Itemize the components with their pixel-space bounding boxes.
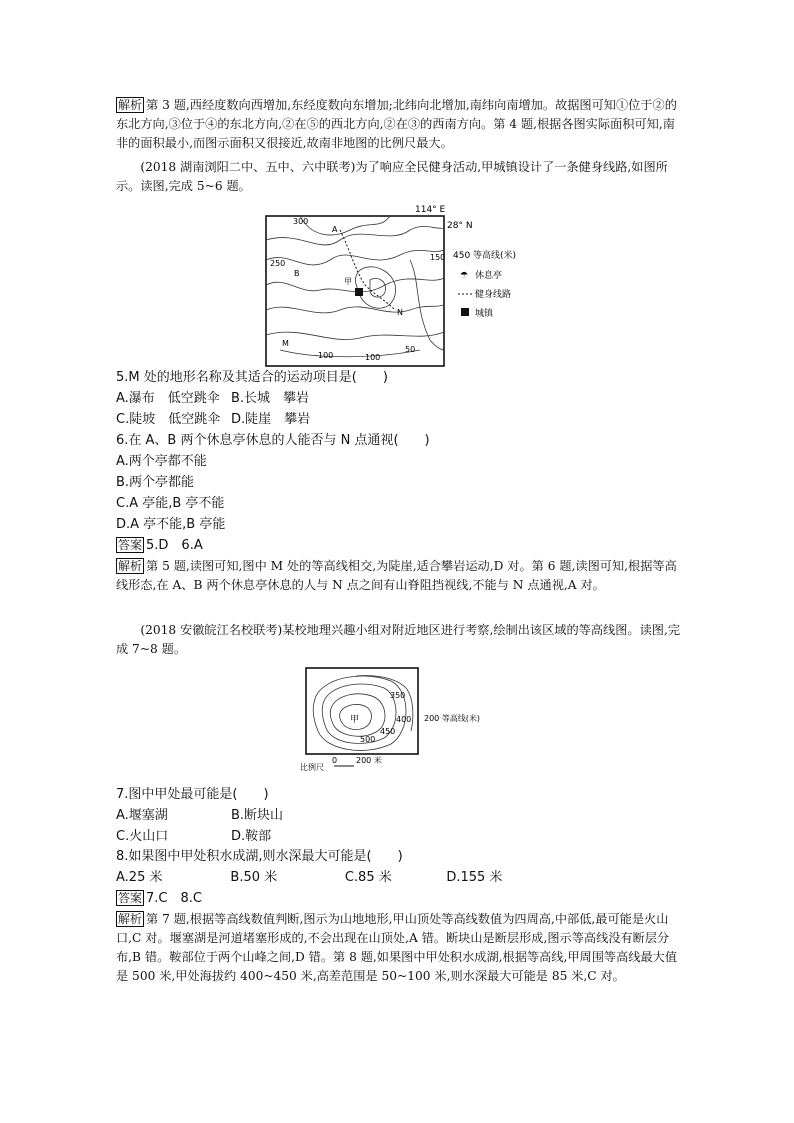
scale-zero: 0 (332, 756, 338, 765)
point-m-label: M (282, 339, 289, 348)
legend-pavilion: 休息亭 (475, 271, 503, 281)
explanation-label: 解析 (118, 912, 143, 926)
option-a: A.两个亭都不能 (116, 454, 207, 469)
option-c: C.火山口 (116, 829, 169, 844)
explanation-3-4 (116, 96, 682, 153)
answer-7-8 (116, 888, 682, 909)
explanation-label: 解析 (118, 98, 143, 112)
legend-contour: 200 等高线(米) (424, 714, 481, 723)
answer-text: 5.D 6.A (146, 538, 203, 553)
point-b-label: B (294, 269, 300, 278)
explanation-label: 解析 (118, 559, 143, 573)
contour-label: 500 (360, 735, 376, 744)
contour-label: 150 (430, 253, 446, 262)
contour-label: 450 (380, 727, 396, 736)
option-c: C.85 米 (344, 870, 392, 885)
explanation-5-6 (116, 557, 682, 595)
question-stem: 6.在 A、B 两个休息亭休息的人能否与 N 点通视( ) (116, 433, 430, 448)
option-a: A.堰塞湖 (116, 808, 168, 823)
contour-label: 100 (365, 353, 381, 362)
legend-route: 健身线路 (475, 290, 512, 300)
option-d: D.鞍部 (231, 829, 272, 844)
option-a: A.25 米 (116, 870, 163, 885)
option-b: B.长城 攀岩 (231, 391, 310, 406)
question-6 (116, 430, 682, 535)
contour-map-1 (260, 200, 550, 370)
legend-town: 城镇 (475, 309, 494, 319)
question-stem: 7.图中甲处最可能是( ) (116, 787, 269, 802)
contour-map-2 (296, 666, 526, 776)
option-c: C.陡坡 低空跳伞 (116, 412, 221, 427)
option-d: D.陡崖 攀岩 (231, 412, 311, 427)
pavilion-icon: ☂ (460, 271, 469, 281)
answer-label: 答案 (118, 891, 143, 905)
option-b: B.两个亭都能 (116, 475, 195, 490)
option-d: D.155 米 (446, 870, 503, 885)
option-c: C.A 亭能,B 亭不能 (116, 496, 225, 511)
option-d: D.A 亭不能,B 亭能 (116, 517, 226, 532)
contour-label: 250 (270, 259, 286, 268)
town-legend-icon (461, 308, 469, 316)
explanation-7-8 (116, 910, 682, 986)
contour-label: 350 (390, 691, 406, 700)
option-a: A.瀑布 低空跳伞 (116, 391, 220, 406)
question-intro-7-8: (2018 安徽皖江名校联考)某校地理兴趣小组对附近地区进行考察,绘制出该区域的等高线图。读图,完成 7~8 题。 (116, 623, 681, 656)
contour-label: 300 (293, 217, 309, 226)
town-label: 甲 (344, 277, 352, 286)
question-5 (116, 367, 682, 430)
point-jia-label: 甲 (350, 715, 360, 725)
legend-contour: 450 等高线(米) (453, 251, 517, 261)
latitude-label: 28° N (447, 221, 473, 231)
point-n-label: N (397, 308, 403, 317)
explanation-text: 第 5 题,读图可知,图中 M 处的等高线相交,为陡崖,适合攀岩运动,D 对。第 6 题,读图可知,根据等高线形态,在 A、B 两个休息亭休息的人与 N 点之间有山脊阻挡视线,不能与 N 点通视,A 对。 (116, 559, 677, 592)
question-stem: 8.如果图中甲处积水成湖,则水深最大可能是( ) (116, 849, 403, 864)
contour-label: 400 (396, 715, 412, 724)
longitude-label: 114° E (415, 205, 446, 215)
contour-label: 50 (405, 345, 416, 354)
point-a-label: A (332, 225, 338, 234)
option-b: B.50 米 (230, 870, 278, 885)
scale-value: 200 米 (356, 756, 382, 765)
question-7 (116, 784, 682, 847)
explanation-text: 第 3 题,西经度数向西增加,东经度数向东增加;北纬向北增加,南纬向南增加。故据图可知①位于②的东北方向,③位于④的东北方向,②在⑤的西北方向,②在③的西南方向。第 4 题,根据各图实际面积可知,南非的面积最小,而图示面积又很接近,故南非地图的比例尺最大。 (116, 98, 677, 150)
explanation-text: 第 7 题,根据等高线数值判断,图示为山地地形,甲山顶处等高线数值为四周高,中部低,最可能是火山口,C 对。堰塞湖是河道堵塞形成的,不会出现在山顶处,A 错。断块山是断层形成,图示等高线没有断层分布,B 错。鞍部位于两个山峰之间,D 错。第 8 题,如果图中甲处积水成湖,根据等高线,甲周围等高线最大值是 500 米,甲处海拔约 400~450 米,高差范围是 50~100 米,则水深最大可能是 85 米,C 对。 (116, 912, 678, 983)
answer-5-6 (116, 535, 682, 556)
option-b: B.断块山 (231, 808, 284, 823)
contour-label: 100 (318, 351, 334, 360)
answer-text: 7.C 8.C (146, 891, 202, 906)
question-intro-5-6: (2018 湖南浏阳二中、五中、六中联考)为了响应全民健身活动,甲城镇设计了一条健身线路,如图所示。读图,完成 5~6 题。 (116, 160, 668, 193)
answer-label: 答案 (118, 538, 143, 552)
town-icon (355, 288, 363, 296)
question-stem: 5.M 处的地形名称及其适合的运动项目是( ) (116, 370, 388, 385)
scale-label: 比例尺 (300, 763, 324, 772)
question-8 (116, 846, 682, 888)
